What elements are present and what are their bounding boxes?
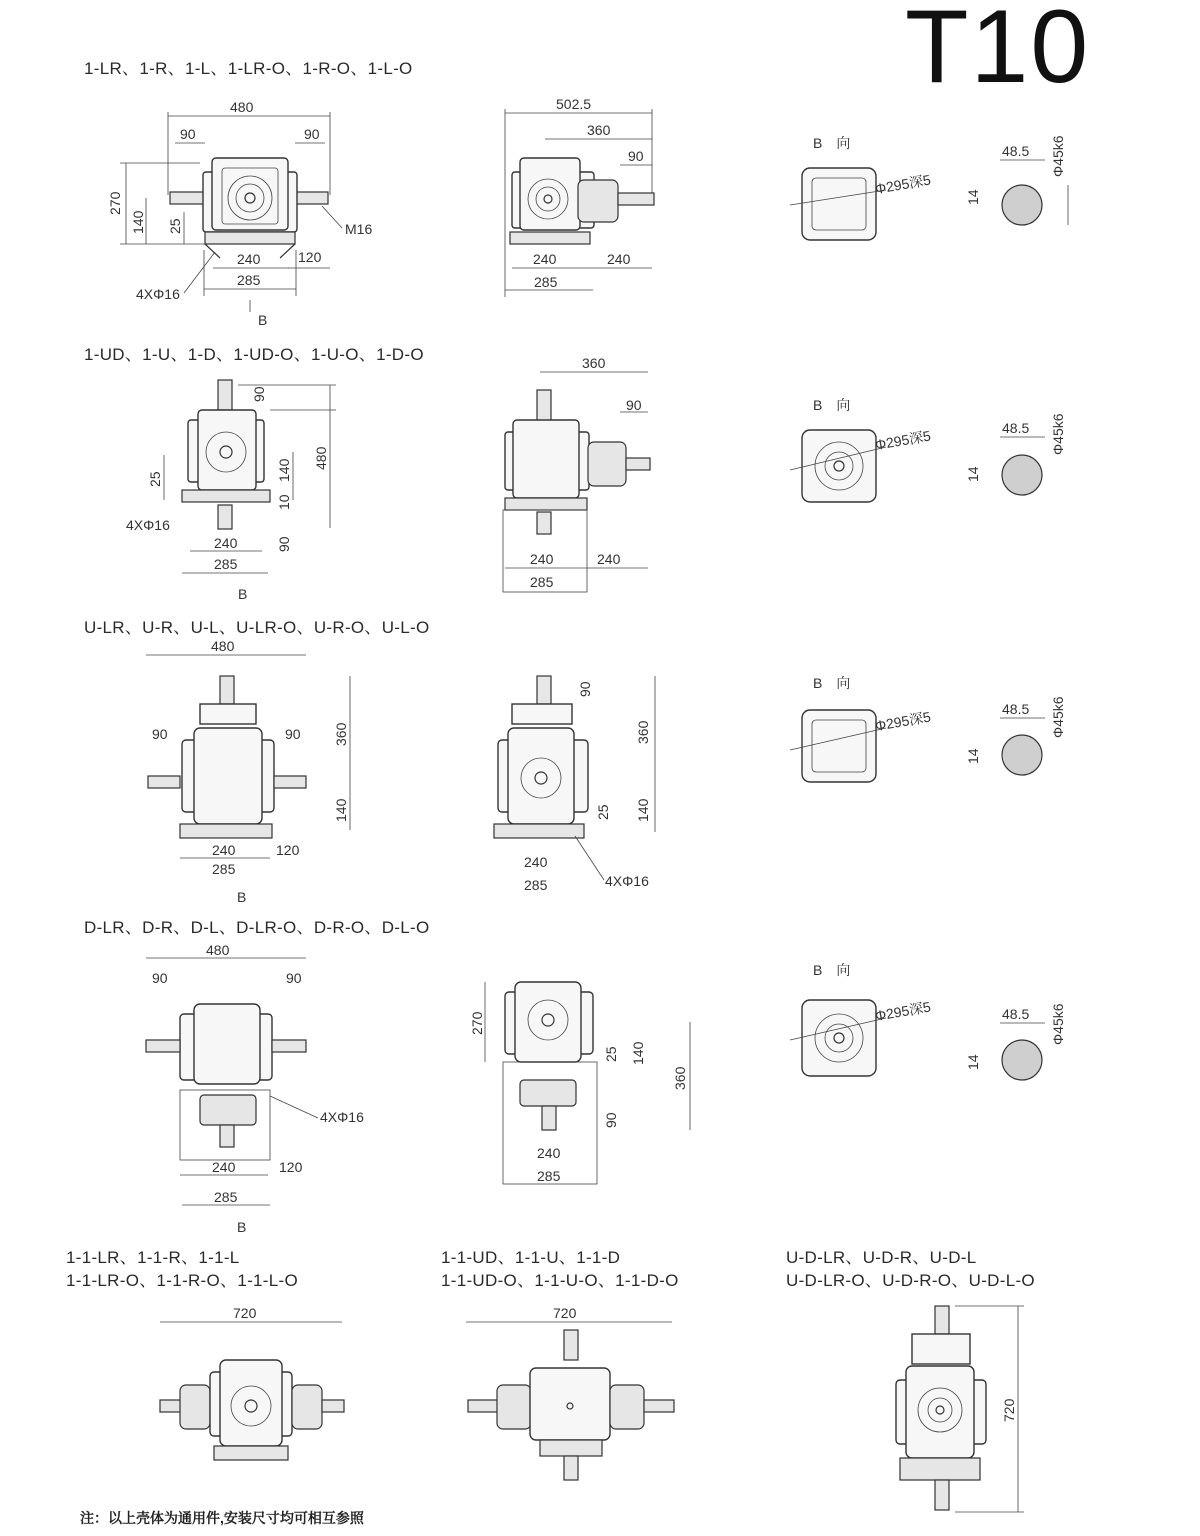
b-view-4 <box>790 962 932 1076</box>
drawing-3-side <box>494 676 655 893</box>
drawing-4-side <box>469 982 690 1184</box>
key-width: 14 <box>965 1054 981 1070</box>
b-view-3 <box>790 675 932 782</box>
dim-360: 360 <box>582 355 606 371</box>
footnote: 注：以上壳体为通用件,安装尺寸均可相互参照 <box>80 1510 364 1526</box>
dim-285: 285 <box>524 877 548 893</box>
dim-502-5: 502.5 <box>556 96 592 112</box>
model-list-4: D-LR、D-R、D-L、D-LR-O、D-R-O、D-L-O <box>84 918 430 937</box>
dim-25: 25 <box>603 1046 619 1062</box>
dim-240: 240 <box>212 1159 236 1175</box>
drawing-6 <box>466 1305 674 1480</box>
dim-270: 270 <box>469 1011 485 1035</box>
shaft-section-2 <box>965 413 1066 495</box>
model-list-7a: U-D-LR、U-D-R、U-D-L <box>786 1248 977 1267</box>
drawing-1-front <box>107 99 372 328</box>
dim-90: 90 <box>603 1112 619 1128</box>
shaft-section-3 <box>965 696 1066 775</box>
b-view-label: B 向 <box>813 135 851 151</box>
key-depth: 48.5 <box>1002 143 1030 159</box>
dim-240: 240 <box>524 854 548 870</box>
dim-285: 285 <box>212 861 236 877</box>
model-list-1: 1-LR、1-R、1-L、1-LR-O、1-R-O、1-L-O <box>84 59 413 78</box>
b-arrow: B <box>258 312 268 328</box>
dim-90-left: 90 <box>180 126 196 142</box>
shaft-section-1 <box>965 135 1068 225</box>
model-list-5b: 1-1-LR-O、1-1-R-O、1-1-L-O <box>66 1271 299 1290</box>
dim-25: 25 <box>147 471 163 487</box>
drawing-7 <box>896 1306 1024 1512</box>
flange-label: Φ295深5 <box>873 427 932 453</box>
b-view-label: B 向 <box>813 962 851 978</box>
dim-90-left: 90 <box>152 726 168 742</box>
dim-90b: 90 <box>276 536 292 552</box>
dim-720: 720 <box>1001 1398 1017 1422</box>
shaft-dia: Φ45k6 <box>1050 413 1066 455</box>
dim-90: 90 <box>251 386 267 402</box>
dim-120: 120 <box>298 249 322 265</box>
dim-140: 140 <box>276 458 292 482</box>
dim-285: 285 <box>537 1168 561 1184</box>
bolt-holes-label: 4XΦ16 <box>136 286 180 302</box>
bolt-holes-label: 4XΦ16 <box>320 1109 364 1125</box>
thread-label: M16 <box>345 221 373 237</box>
dim-90-right: 90 <box>304 126 320 142</box>
dim-240b: 240 <box>597 551 621 567</box>
shaft-dia: Φ45k6 <box>1050 1003 1066 1045</box>
dim-90: 90 <box>577 681 593 697</box>
model-list-7b: U-D-LR-O、U-D-R-O、U-D-L-O <box>786 1271 1035 1290</box>
drawing-1-side <box>505 96 654 297</box>
dim-480: 480 <box>206 942 230 958</box>
model-list-5a: 1-1-LR、1-1-R、1-1-L <box>66 1248 240 1267</box>
shaft-section-4 <box>965 1003 1066 1080</box>
dim-240: 240 <box>214 535 238 551</box>
flange-label: Φ295深5 <box>873 998 932 1024</box>
model-list-6a: 1-1-UD、1-1-U、1-1-D <box>441 1248 621 1267</box>
dim-90-left: 90 <box>152 970 168 986</box>
dim-720: 720 <box>233 1305 257 1321</box>
drawing-5 <box>160 1305 344 1460</box>
b-view-2 <box>790 397 932 502</box>
dim-140: 140 <box>333 798 349 822</box>
shaft-dia: Φ45k6 <box>1050 696 1066 738</box>
bolt-holes-label: 4XΦ16 <box>126 517 170 533</box>
dim-480: 480 <box>211 638 235 654</box>
b-view-label: B 向 <box>813 397 851 413</box>
drawing-2-front <box>126 380 336 602</box>
dim-480: 480 <box>313 446 329 470</box>
dim-240: 240 <box>533 251 557 267</box>
b-arrow-4: B <box>237 1219 247 1235</box>
b-arrow-2: B <box>238 586 248 602</box>
dim-240: 240 <box>537 1145 561 1161</box>
dim-285: 285 <box>237 272 261 288</box>
model-list-6b: 1-1-UD-O、1-1-U-O、1-1-D-O <box>441 1271 679 1290</box>
dim-360: 360 <box>333 722 349 746</box>
drawing-3-front <box>146 638 350 905</box>
dim-90-right: 90 <box>285 726 301 742</box>
dim-120: 120 <box>279 1159 303 1175</box>
key-width: 14 <box>965 189 981 205</box>
dim-285: 285 <box>534 274 558 290</box>
page-title: T10 <box>905 0 1091 105</box>
dim-360: 360 <box>635 720 651 744</box>
dim-10: 10 <box>276 494 292 510</box>
model-list-2: 1-UD、1-U、1-D、1-UD-O、1-U-O、1-D-O <box>84 345 424 364</box>
model-list-3: U-LR、U-R、U-L、U-LR-O、U-R-O、U-L-O <box>84 618 430 637</box>
dim-140: 140 <box>630 1041 646 1065</box>
dim-720: 720 <box>553 1305 577 1321</box>
dim-140: 140 <box>130 210 146 234</box>
bolt-holes-label: 4XΦ16 <box>605 873 649 889</box>
drawing-4-front <box>146 942 364 1235</box>
key-width: 14 <box>965 466 981 482</box>
dim-90-right: 90 <box>286 970 302 986</box>
dim-285: 285 <box>214 556 238 572</box>
key-depth: 48.5 <box>1002 420 1030 436</box>
dim-360: 360 <box>672 1066 688 1090</box>
dim-270: 270 <box>107 191 123 215</box>
key-depth: 48.5 <box>1002 701 1030 717</box>
key-width: 14 <box>965 748 981 764</box>
dim-240: 240 <box>237 251 261 267</box>
dim-140: 140 <box>635 798 651 822</box>
dim-25: 25 <box>595 804 611 820</box>
dim-120: 120 <box>276 842 300 858</box>
dim-285: 285 <box>530 574 554 590</box>
dim-240: 240 <box>530 551 554 567</box>
b-arrow-3: B <box>237 889 247 905</box>
dim-90: 90 <box>628 148 644 164</box>
dim-240: 240 <box>212 842 236 858</box>
dim-480: 480 <box>230 99 254 115</box>
b-view-label: B 向 <box>813 675 851 691</box>
key-depth: 48.5 <box>1002 1006 1030 1022</box>
dim-240b: 240 <box>607 251 631 267</box>
flange-label: Φ295深5 <box>873 171 932 197</box>
dim-90: 90 <box>626 397 642 413</box>
drawing-2-side <box>503 355 650 592</box>
dim-25: 25 <box>167 218 183 234</box>
flange-label: Φ295深5 <box>873 708 932 734</box>
dim-360: 360 <box>587 122 611 138</box>
dim-285: 285 <box>214 1189 238 1205</box>
shaft-dia: Φ45k6 <box>1050 135 1066 177</box>
b-view-1 <box>790 135 932 240</box>
